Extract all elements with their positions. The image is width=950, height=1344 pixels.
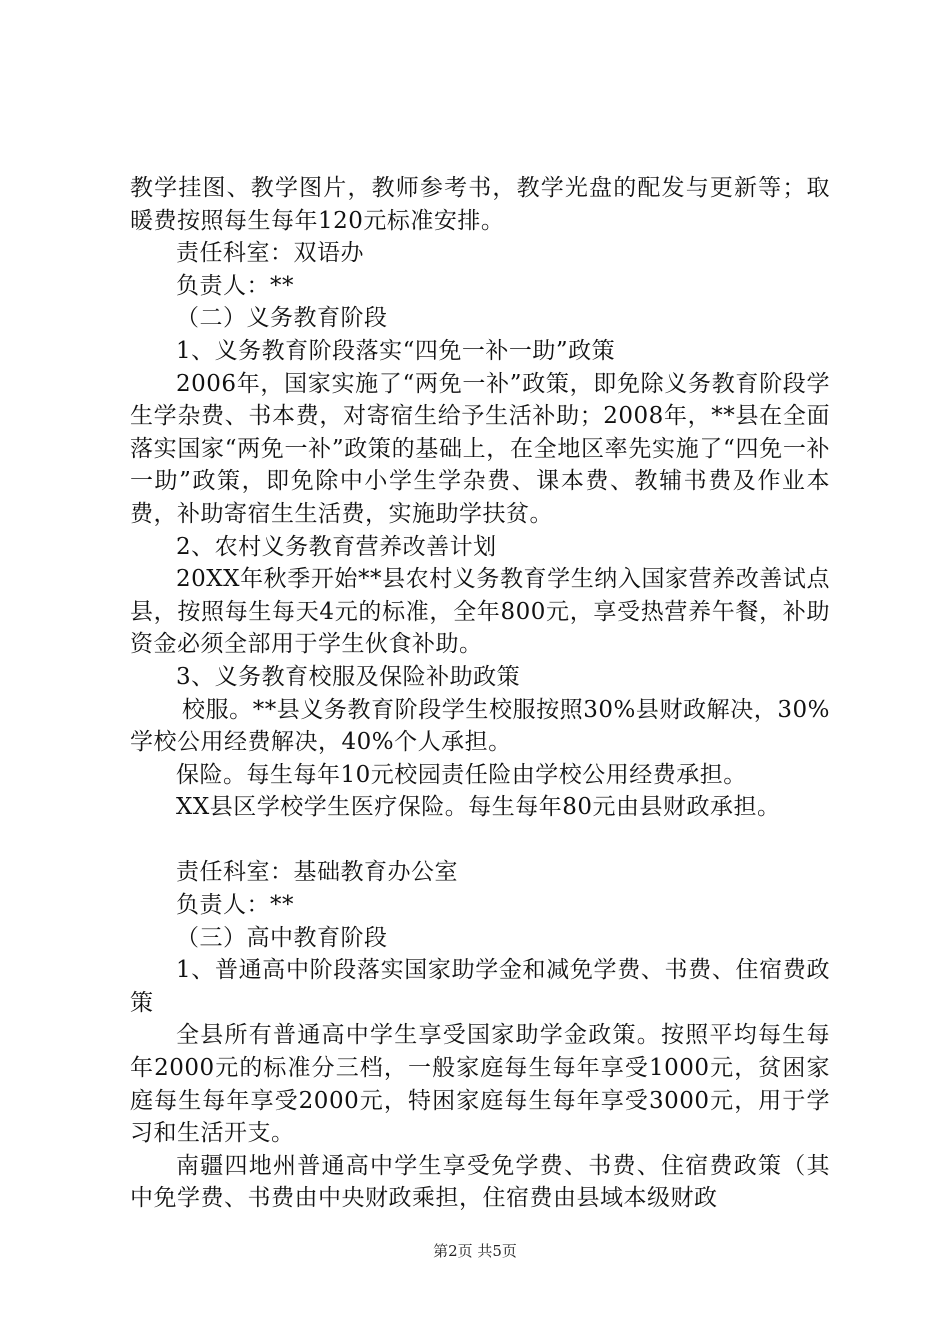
paragraph: XX县区学校学生医疗保险。每生每年80元由县财政承担。 [176,794,781,821]
responsible-person: 负责人：** [176,272,294,299]
subsection-heading: 1、普通高中阶段落实国家助学金和减免学费、书费、住宿费政策 [130,957,830,1016]
subsection-heading: 1、义务教育阶段落实“四免一补一助”政策 [176,337,616,364]
responsible-person: 负责人：** [176,892,294,919]
paragraph-continuation: 教学挂图、教学图片，教师参考书，教学光盘的配发与更新等；取暖费按照每生每年120元标准安排。 [130,175,830,234]
page-number-footer: 第2页 共5页 [433,1242,517,1260]
paragraph: 20XX年秋季开始**县农村义务教育学生纳入国家营养改善试点县，按照每生每天4元的标准，全年800元，享受热营养午餐，补助资金必须全部用于学生伙食补助。 [130,566,830,658]
responsible-office: 责任科室：双语办 [176,240,364,267]
paragraph: 保险。每生每年10元校园责任险由学校公用经费承担。 [176,761,747,788]
paragraph: 2006年，国家实施了“两免一补”政策，即免除义务教育阶段学生学杂费、书本费，对寄宿生给予生活补助；2008年，**县在全面落实国家“两免一补”政策的基础上，在全地区率先实施了“四免一补一助”政策，即免除中小学生学杂费、课本费、教辅书费及作业本费，补助寄宿生生活费，实施助学扶贫。 [130,370,830,527]
section-heading: （三）高中教育阶段 [176,924,388,951]
subsection-heading: 2、农村义务教育营养改善计划 [176,533,497,560]
paragraph: 南疆四地州普通高中学生享受免学费、书费、住宿费政策（其中免学费、书费由中央财政乘担，住宿费由县域本级财政 [130,1152,830,1212]
subsection-heading: 3、义务教育校服及保险补助政策 [176,663,521,690]
paragraph: 校服。**县义务教育阶段学生校服按照30%县财政解决，30%学校公用经费解决，40%个人承担。 [130,696,830,756]
paragraph: 全县所有普通高中学生享受国家助学金政策。按照平均每生每年2000元的标准分三档，一般家庭每生每年享受1000元，贫困家庭每生每年享受2000元，特困家庭每生每年享受3000元，用于学习和生活开支。 [130,1022,830,1147]
section-heading: （二）义务教育阶段 [176,305,388,332]
blank-line [130,824,830,857]
responsible-office: 责任科室：基础教育办公室 [176,859,458,886]
document-body [130,172,830,1215]
